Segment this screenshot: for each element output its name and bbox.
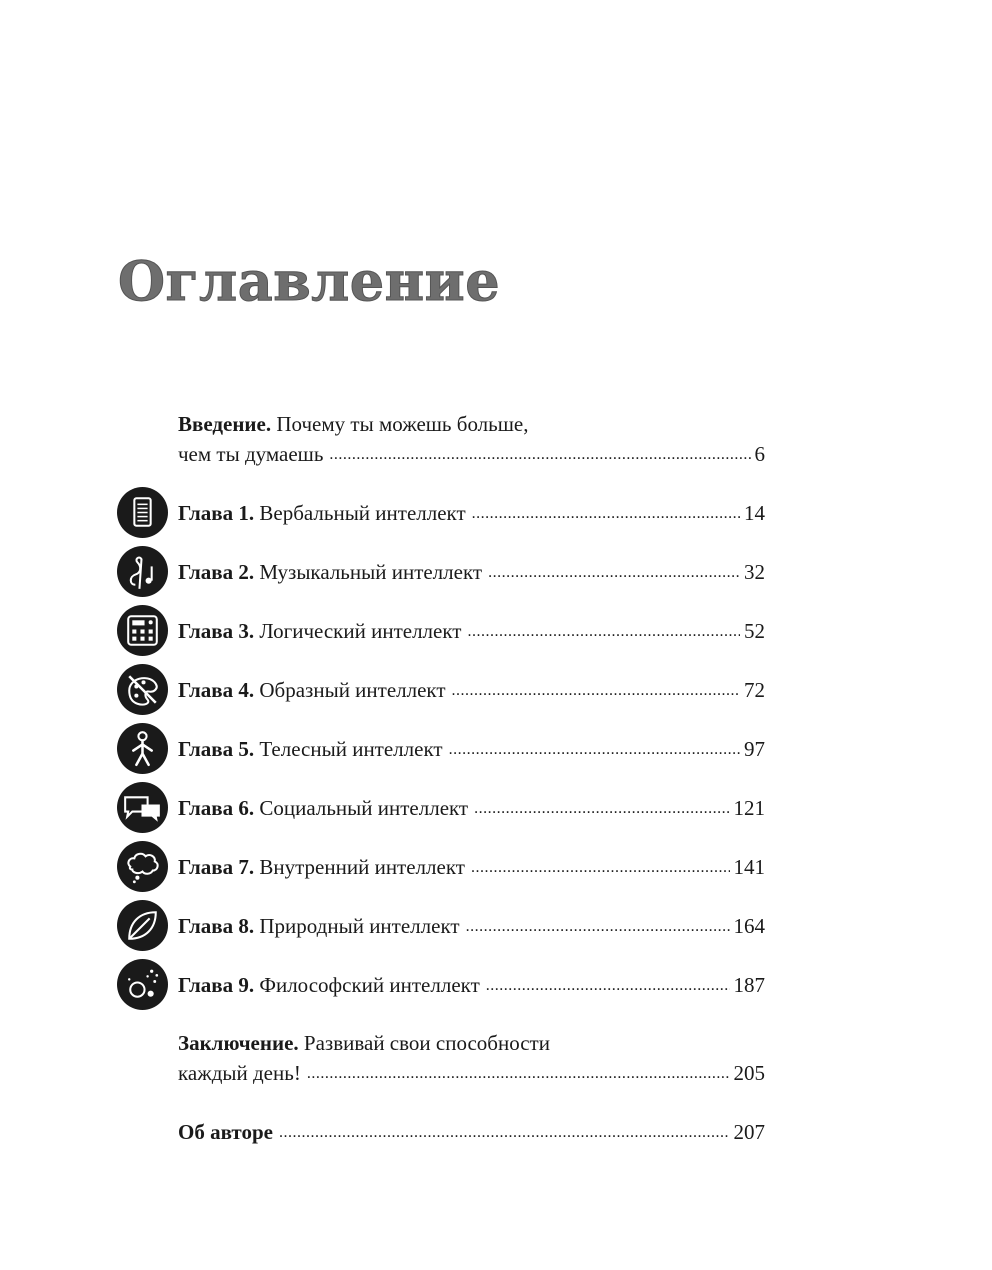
chapter-page-number: 121 xyxy=(733,796,765,820)
chapter-label: Глава 6. xyxy=(178,796,255,820)
chapter-label: Глава 4. xyxy=(178,678,255,702)
dot-leader xyxy=(467,615,740,646)
chapter-page-number: 97 xyxy=(744,737,765,761)
intro-title-line1: Почему ты можешь больше, xyxy=(276,412,529,436)
person-icon xyxy=(117,723,168,774)
intro-line-1 xyxy=(178,410,765,438)
thought-cloud-icon xyxy=(117,841,168,892)
intro-label: Введение. xyxy=(178,412,272,436)
dot-leader xyxy=(466,910,730,941)
chapter-label: Глава 8. xyxy=(178,914,255,938)
toc-entry-chapter-7 xyxy=(178,853,765,881)
chapter-label: Глава 1. xyxy=(178,501,255,525)
dot-leader xyxy=(329,438,750,469)
dot-leader xyxy=(472,497,740,528)
chapter-title: Философский интеллект xyxy=(259,973,480,997)
chapter-title: Социальный интеллект xyxy=(259,796,469,820)
chapter-page-number: 164 xyxy=(733,914,765,938)
conclusion-page-number: 205 xyxy=(733,1061,765,1085)
dot-leader xyxy=(307,1057,730,1088)
chapter-title: Образный интеллект xyxy=(259,678,446,702)
intro-page-number: 6 xyxy=(754,442,765,466)
dot-leader xyxy=(452,674,740,705)
chapter-title: Природный интеллект xyxy=(259,914,460,938)
chapter-title: Логический интеллект xyxy=(259,619,462,643)
about-entry xyxy=(178,1118,765,1146)
conclusion-title-line1: Развивай свои способности xyxy=(303,1031,550,1055)
page-title: Оглавление xyxy=(118,249,501,313)
conclusion-entry xyxy=(178,1059,765,1087)
intro-title-line2: чем ты думаешь xyxy=(178,442,324,466)
conclusion-line-1 xyxy=(178,1029,765,1057)
chapter-label: Глава 5. xyxy=(178,737,255,761)
dot-leader xyxy=(471,851,730,882)
toc-entry-chapter-9 xyxy=(178,971,765,999)
conclusion-label: Заключение. xyxy=(178,1031,299,1055)
toc-entry-chapter-8 xyxy=(178,912,765,940)
chapter-page-number: 141 xyxy=(733,855,765,879)
about-label: Об авторе xyxy=(178,1120,273,1144)
toc-entry-chapter-4 xyxy=(178,676,765,704)
toc-entry-chapter-1 xyxy=(178,499,765,527)
dot-leader xyxy=(279,1116,730,1147)
toc-entry-chapter-6 xyxy=(178,794,765,822)
palette-icon xyxy=(117,664,168,715)
chapter-title: Телесный интеллект xyxy=(259,737,443,761)
toc-entry-chapter-3 xyxy=(178,617,765,645)
chapter-label: Глава 3. xyxy=(178,619,255,643)
leaf-icon xyxy=(117,900,168,951)
chapter-page-number: 52 xyxy=(744,619,765,643)
chapter-page-number: 72 xyxy=(744,678,765,702)
chapter-label: Глава 7. xyxy=(178,855,255,879)
dot-leader xyxy=(486,969,730,1000)
chapter-page-number: 187 xyxy=(733,973,765,997)
universe-icon xyxy=(117,959,168,1010)
dot-leader xyxy=(488,556,740,587)
about-page-number: 207 xyxy=(733,1120,765,1144)
dot-leader xyxy=(449,733,740,764)
toc-entry-chapter-5 xyxy=(178,735,765,763)
toc-entry-chapter-2 xyxy=(178,558,765,586)
calculator-icon xyxy=(117,605,168,656)
chapter-title: Музыкальный интеллект xyxy=(259,560,483,584)
chapter-title: Внутренний интеллект xyxy=(259,855,465,879)
book-icon xyxy=(117,487,168,538)
conclusion-title-line2: каждый день! xyxy=(178,1061,301,1085)
chapter-label: Глава 9. xyxy=(178,973,255,997)
dot-leader xyxy=(474,792,729,823)
chapter-page-number: 14 xyxy=(744,501,765,525)
intro-entry xyxy=(178,440,765,468)
chapter-label: Глава 2. xyxy=(178,560,255,584)
music-note-icon xyxy=(117,546,168,597)
speech-bubbles-icon xyxy=(117,782,168,833)
chapter-title: Вербальный интеллект xyxy=(259,501,466,525)
chapter-page-number: 32 xyxy=(744,560,765,584)
